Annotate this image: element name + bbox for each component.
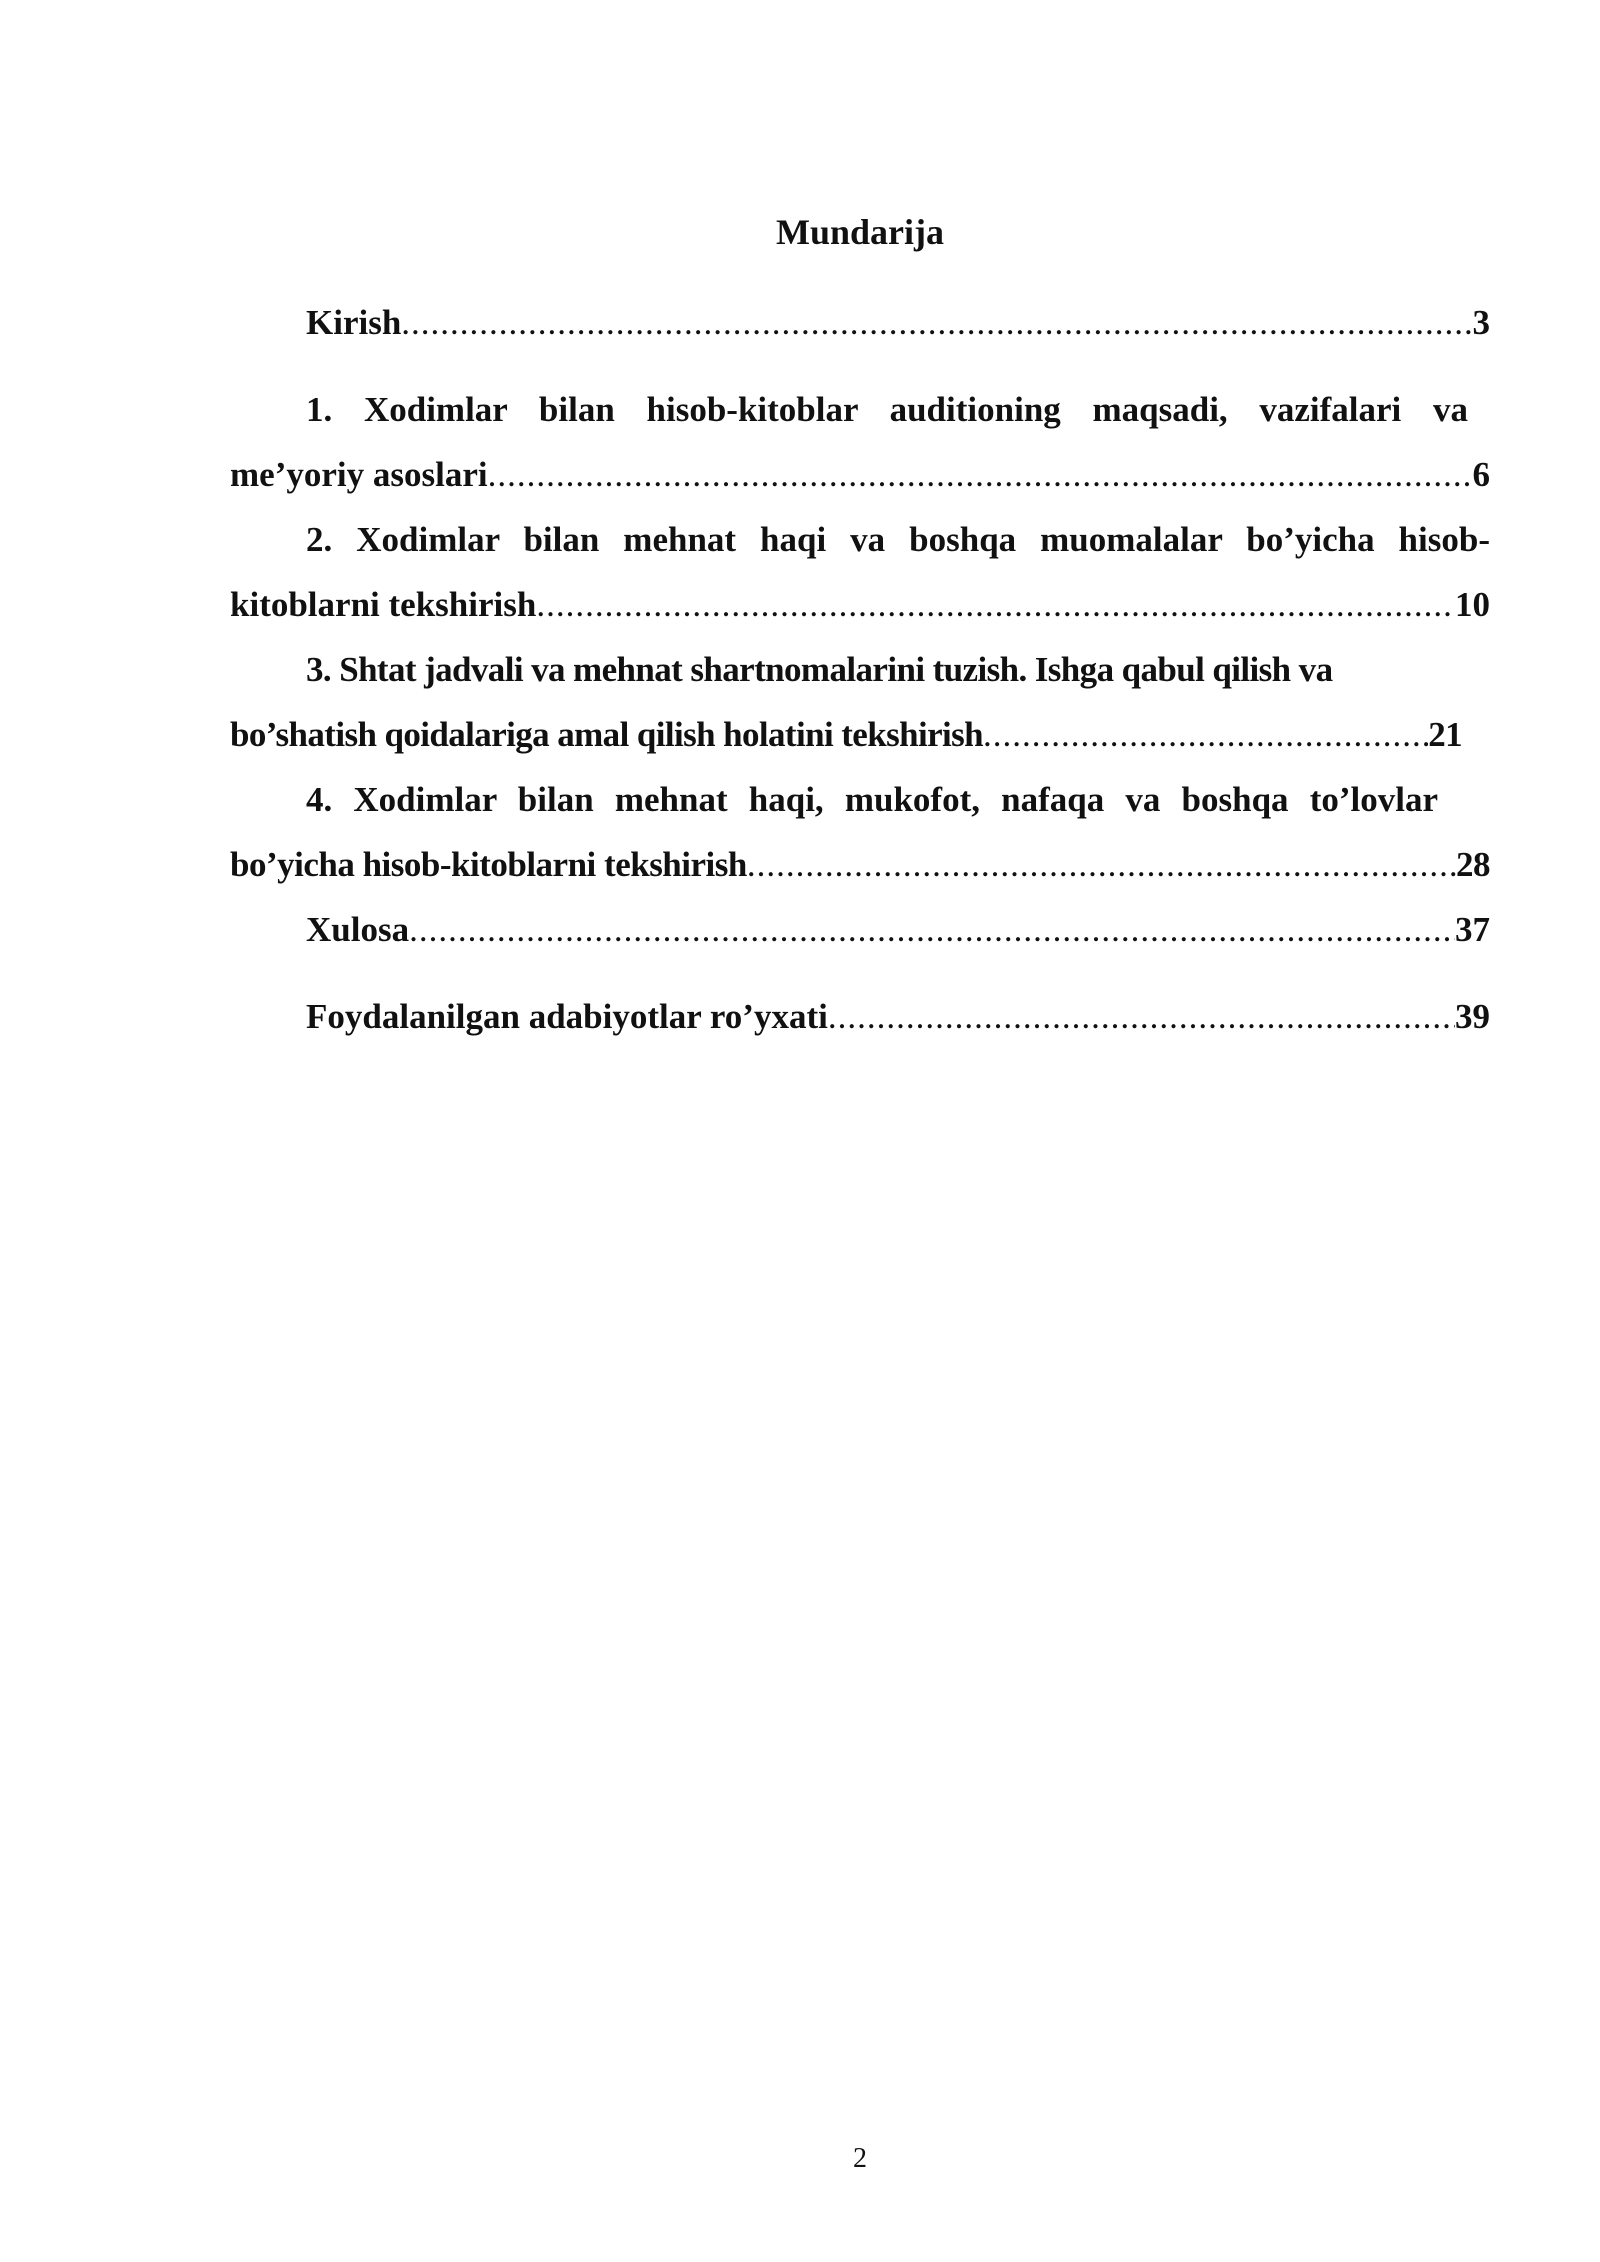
toc-entry-label: kitoblarni tekshirish bbox=[230, 585, 537, 624]
toc-entry-label: bo’shatish qoidalariga amal qilish holatini tekshirish bbox=[230, 715, 984, 754]
toc-entry-4-line-2[interactable] bbox=[230, 832, 1490, 897]
toc-entry-references[interactable] bbox=[306, 984, 1490, 1049]
toc-entry-1-line-2[interactable] bbox=[230, 442, 1490, 507]
toc-page-number: 37 bbox=[1455, 910, 1490, 949]
toc-entry-label: 4. Xodimlar bilan mehnat haqi, mukofot, nafaqa va boshqa to’lovlar bbox=[306, 780, 1438, 819]
toc-entry-3-line-1[interactable] bbox=[306, 637, 1490, 702]
toc-leader-dots bbox=[536, 572, 1455, 637]
toc-entry-label: bo’yicha hisob-kitoblarni tekshirish bbox=[230, 845, 747, 884]
toc-entry-label: Kirish bbox=[306, 303, 402, 342]
toc-page-number: 28 bbox=[1456, 845, 1490, 884]
toc-entry-xulosa[interactable] bbox=[306, 897, 1490, 962]
toc-entry-2-line-2[interactable] bbox=[230, 572, 1490, 637]
toc-entry-kirish[interactable] bbox=[306, 290, 1490, 355]
toc-leader-dots bbox=[401, 290, 1472, 355]
toc-entry-1-line-1[interactable] bbox=[306, 377, 1468, 442]
toc-leader-dots bbox=[488, 442, 1473, 507]
toc-entry-label: 1. Xodimlar bilan hisob-kitoblar auditioning maqsadi, vazifalari va bbox=[306, 390, 1468, 429]
toc-leader-dots bbox=[983, 702, 1428, 767]
toc-entry-label: 2. Xodimlar bilan mehnat haqi va boshqa muomalalar bo’yicha hisob- bbox=[306, 520, 1490, 559]
toc-entry-label: me’yoriy asoslari bbox=[230, 455, 488, 494]
toc-entry-label: Xulosa bbox=[306, 910, 410, 949]
toc-page-number: 3 bbox=[1472, 303, 1490, 342]
toc-page-number: 6 bbox=[1472, 455, 1490, 494]
toc-entry-2-line-1[interactable] bbox=[306, 507, 1490, 572]
toc-entry-label: Foydalanilgan adabiyotlar ro’yxati bbox=[306, 997, 828, 1036]
toc-leader-dots bbox=[828, 984, 1455, 1049]
toc-leader-dots bbox=[409, 897, 1455, 962]
toc-entry-4-line-1[interactable] bbox=[306, 767, 1438, 832]
toc-page-number: 21 bbox=[1428, 715, 1462, 754]
page-number: 2 bbox=[853, 2143, 867, 2174]
toc-page-number: 10 bbox=[1455, 585, 1490, 624]
page-title: Mundarija bbox=[775, 212, 944, 252]
toc-page-number: 39 bbox=[1455, 997, 1490, 1036]
toc-entry-3-line-2[interactable] bbox=[230, 702, 1462, 767]
toc-entry-label: 3. Shtat jadvali va mehnat shartnomalarini tuzish. Ishga qabul qilish va bbox=[306, 650, 1333, 689]
toc-leader-dots bbox=[747, 832, 1456, 897]
